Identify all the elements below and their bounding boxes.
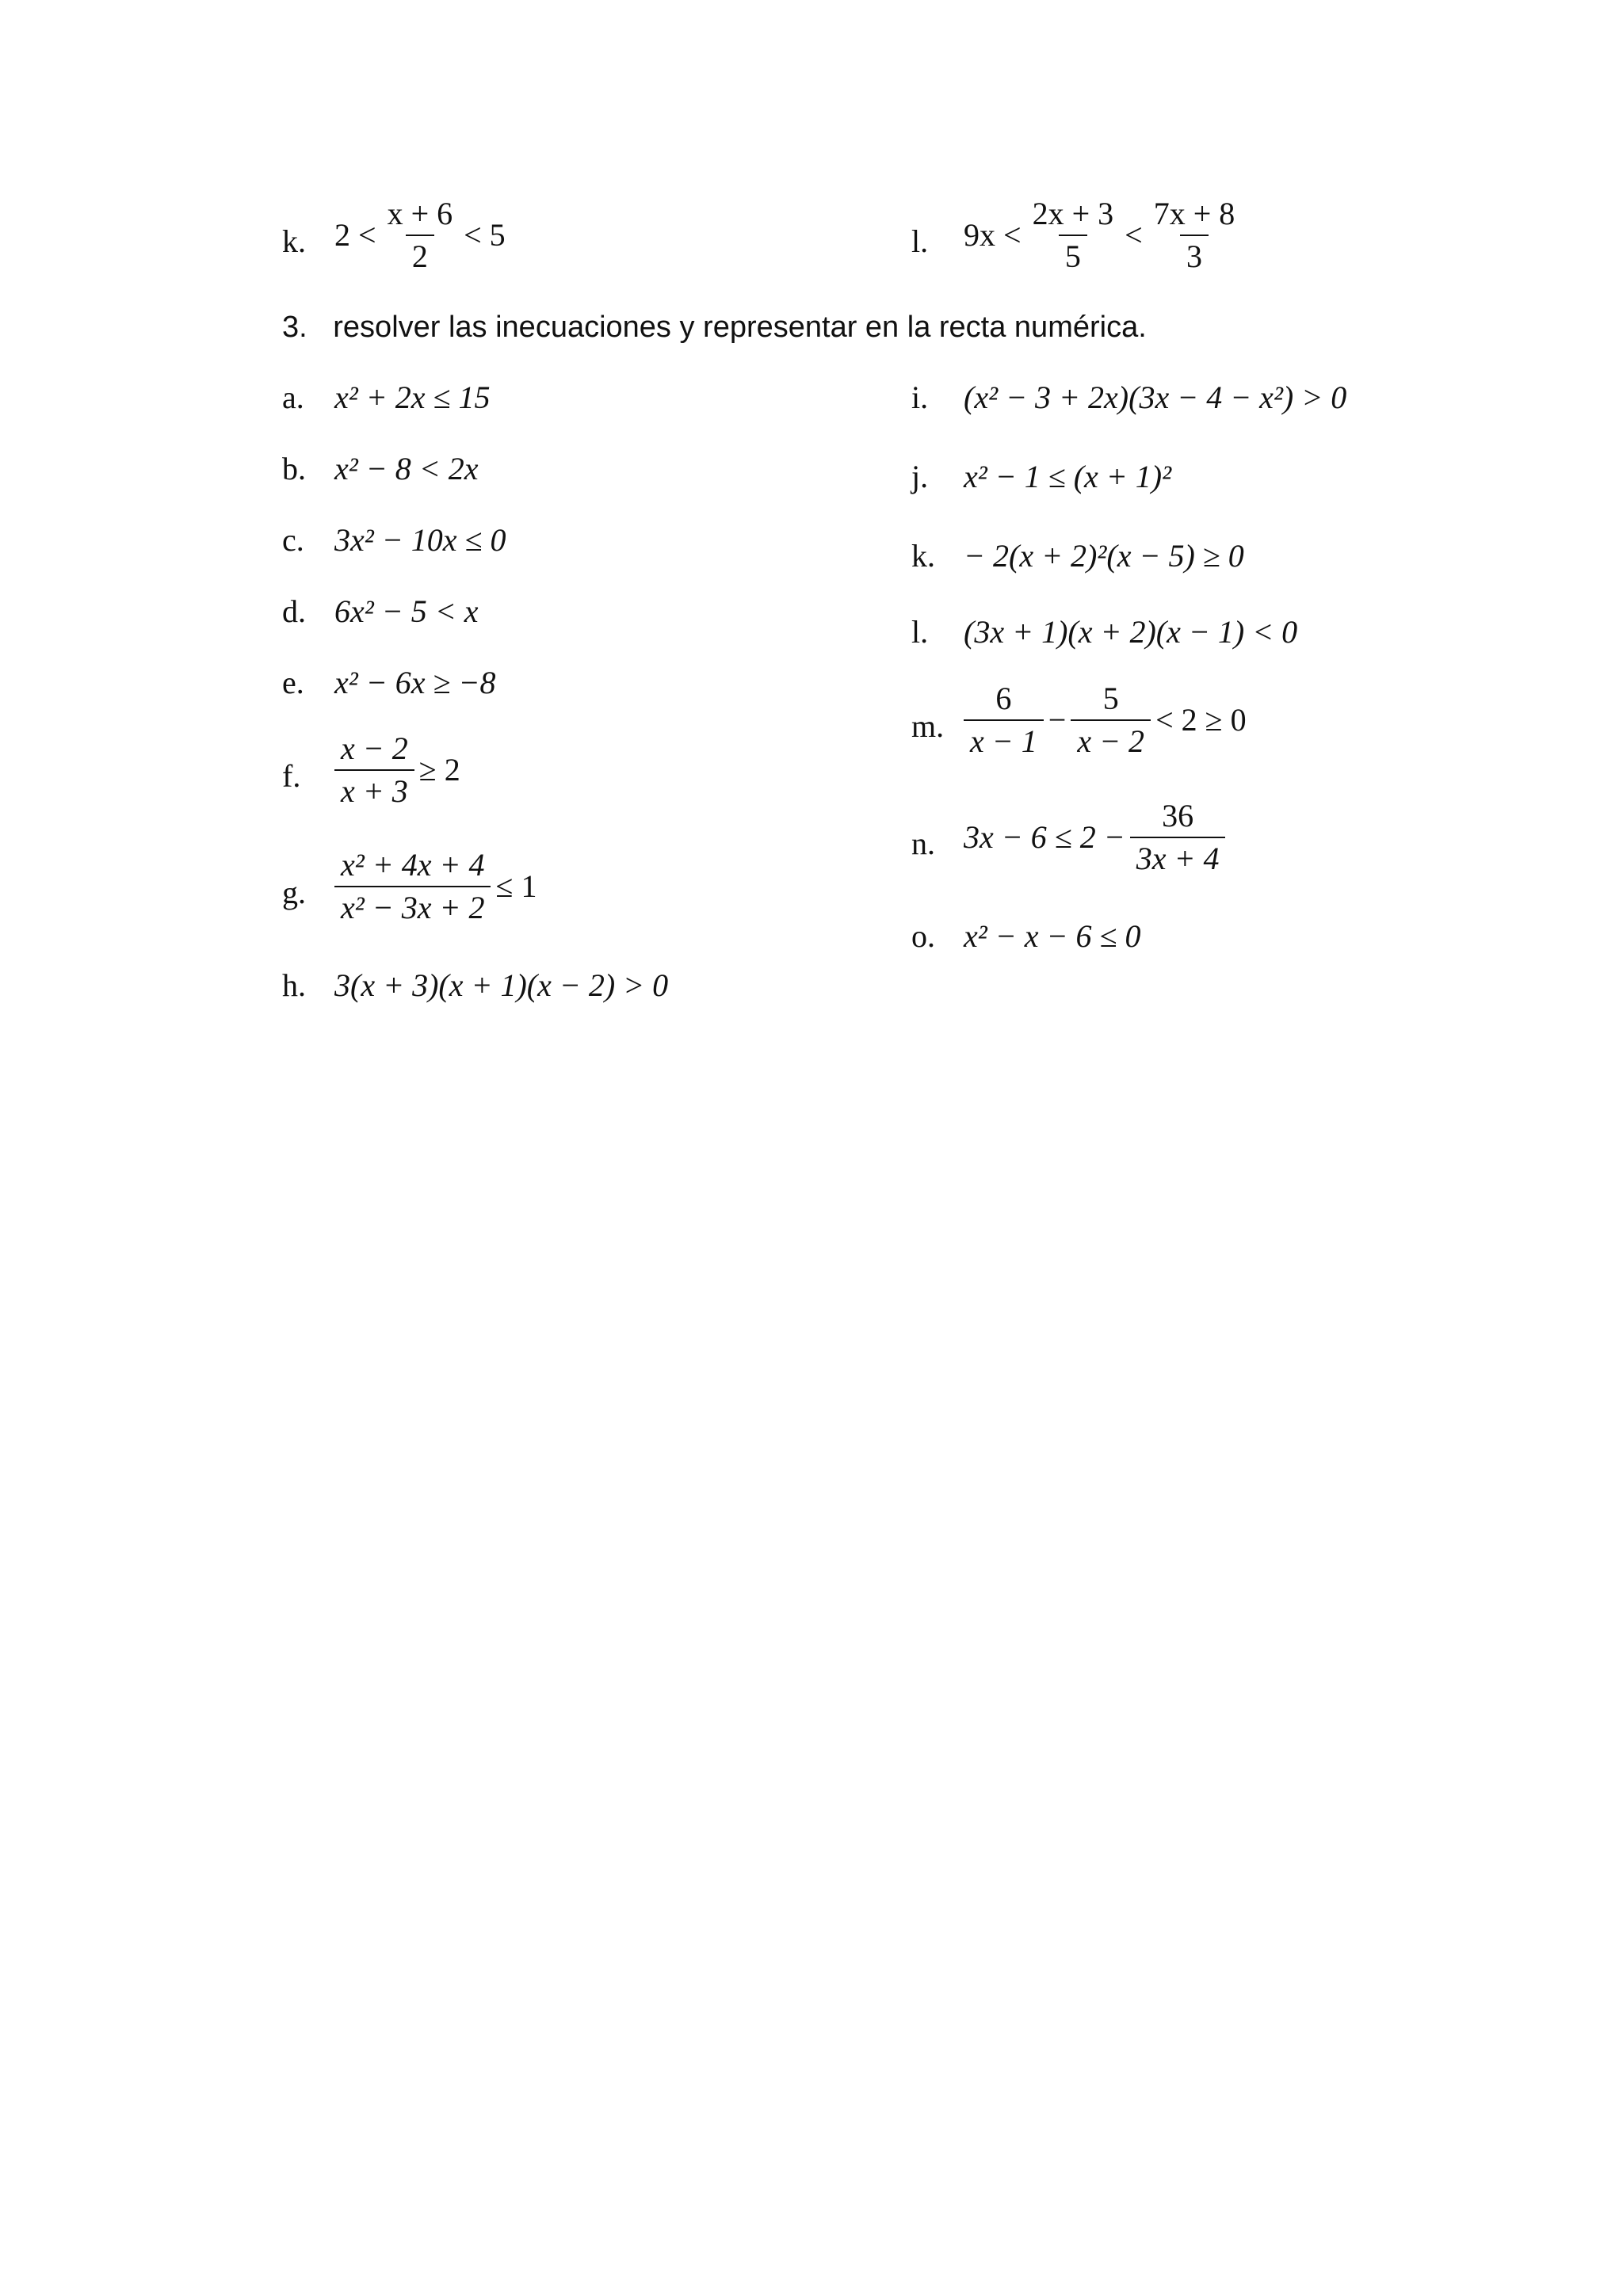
inequality: x² − 8 < 2x <box>334 451 479 486</box>
inequality: 2 < $\frac{x + 6}{2}$ < 5 <box>334 196 506 274</box>
inequality: x² − 6x ≥ −8 <box>334 665 496 700</box>
inequality: x² − x − 6 ≤ 0 <box>964 918 1141 954</box>
item-label: f. <box>282 758 301 794</box>
fraction: $\frac{x + 6}{2}$ <box>387 196 453 274</box>
section-number: 3. <box>282 311 307 344</box>
section-heading <box>282 311 1147 345</box>
inequality: 3x² − 10x ≤ 0 <box>334 522 506 558</box>
fraction: $\frac{2x + 3}{5}$ <box>1032 196 1114 274</box>
item-label: c. <box>282 522 304 558</box>
inequality: − 2(x + 2)²(x − 5) ≥ 0 <box>964 538 1244 574</box>
fraction: $\frac{6}{x - 1}$ <box>964 683 1044 757</box>
inequality: $\frac{x - 2}{x + 3}$ ≥ 2 <box>334 733 460 807</box>
item-label: k. <box>282 223 306 259</box>
item-label: g. <box>282 875 306 910</box>
inequality: $\frac{6}{x - 1}$ − $\frac{5}{x - 2}$ < 2 ≥ 0 <box>964 683 1247 757</box>
inequality: 6x² − 5 < x <box>334 593 479 629</box>
fraction: $\frac{\text{x² + 4x + 4}}{\text{x² − 3x + 2}}$ <box>334 849 491 924</box>
inequality: (3x + 1)(x + 2)(x − 1) < 0 <box>964 614 1298 650</box>
item-label: i. <box>911 379 929 415</box>
item-label: o. <box>911 918 935 954</box>
inequality: x² − 1 ≤ (x + 1)² <box>964 459 1172 494</box>
item-label: m. <box>911 708 945 744</box>
item-label: j. <box>911 459 929 494</box>
item-label: d. <box>282 593 306 629</box>
item-label: l. <box>911 223 929 259</box>
inequality: 3(x + 3)(x + 1)(x − 2) > 0 <box>334 967 669 1003</box>
inequality: x² + 2x ≤ 15 <box>334 379 491 415</box>
item-label: h. <box>282 967 306 1003</box>
fraction: $\frac{x - 2}{x + 3}$ <box>334 733 414 807</box>
inequality: 9x < $\frac{2x + 3}{5}$ < $\frac{7x + 8}{3}$ <box>964 198 1246 273</box>
section-title: resolver las inecuaciones y representar en la recta numérica. <box>333 311 1147 344</box>
item-label: e. <box>282 665 304 700</box>
inequality: 3x − 6 ≤ 2 − $\frac{36}{3x + 4}$ <box>964 800 1230 875</box>
inequality: $\frac{\text{x² + 4x + 4}}{\text{x² − 3x + 2}}$ ≤ 1 <box>334 849 537 924</box>
item-label: k. <box>911 538 935 574</box>
fraction: $\frac{36}{3x + 4}$ <box>1130 800 1226 875</box>
item-label: l. <box>911 614 929 650</box>
fraction: $\frac{5}{x - 2}$ <box>1071 683 1151 757</box>
item-label: b. <box>282 451 306 486</box>
fraction: $\frac{7x + 8}{3}$ <box>1153 196 1235 274</box>
item-label: n. <box>911 826 935 861</box>
item-label: a. <box>282 379 304 415</box>
inequality: (x² − 3 + 2x)(3x − 4 − x²) > 0 <box>964 379 1347 415</box>
